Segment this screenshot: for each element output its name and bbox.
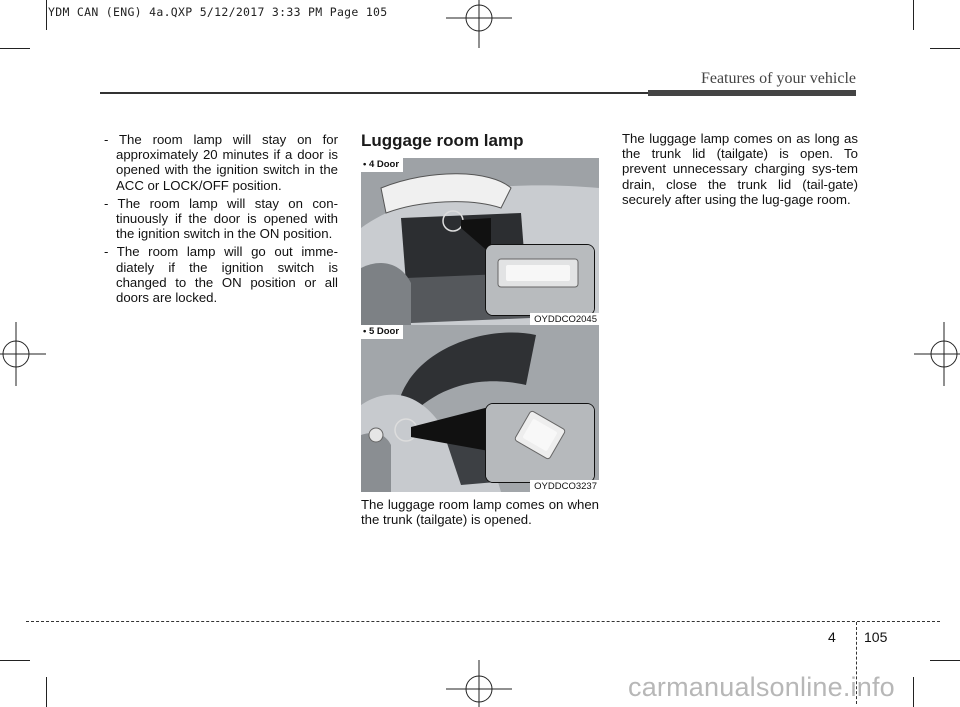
header-rule-accent xyxy=(648,90,856,96)
column-1 xyxy=(100,132,338,308)
figure-code: OYDDCO2045 xyxy=(530,313,599,325)
chapter-number: 4 xyxy=(828,629,836,645)
section-heading: Luggage room lamp xyxy=(361,131,524,150)
bullet-item: - The room lamp will stay on con-tinuously if the door is opened with the ignition switch in the ON position. xyxy=(104,195,338,242)
lamp-detail-inset xyxy=(485,403,595,483)
header-rule xyxy=(100,92,660,94)
figure-5-door xyxy=(361,325,599,492)
footer-rule xyxy=(26,621,940,622)
luggage-lamp-icon xyxy=(486,245,594,315)
running-head: Features of your vehicle xyxy=(700,70,856,87)
lamp-detail-inset xyxy=(485,244,595,316)
printer-slug: YDM CAN (ENG) 4a.QXP 5/12/2017 3:33 PM Page 105 xyxy=(48,5,388,19)
figure-code: OYDDCO3237 xyxy=(530,480,599,492)
watermark: carmanualsonline.info xyxy=(628,672,895,702)
figure-label: • 4 Door xyxy=(361,158,403,172)
column-3-text: The luggage lamp comes on as long as the trunk lid (tailgate) is open. To prevent unnecessary charging sys-tem drain, close the trunk lid (tail-gate) securely after using the lug-gage room. xyxy=(622,131,858,207)
luggage-lamp-icon xyxy=(486,404,594,482)
bullet-item: - The room lamp will go out imme-diately if the ignition switch is changed to the ON position or all doors are locked. xyxy=(104,244,338,306)
figure-label: • 5 Door xyxy=(361,325,403,339)
figure-caption: The luggage room lamp comes on when the trunk (tailgate) is opened. xyxy=(361,497,599,528)
page-number: 105 xyxy=(864,629,888,645)
figure-4-door xyxy=(361,158,599,325)
bullet-item: - The room lamp will stay on for approximately 20 minutes if a door is opened with the ignition switch in the ACC or LOCK/OFF position. xyxy=(104,132,338,193)
